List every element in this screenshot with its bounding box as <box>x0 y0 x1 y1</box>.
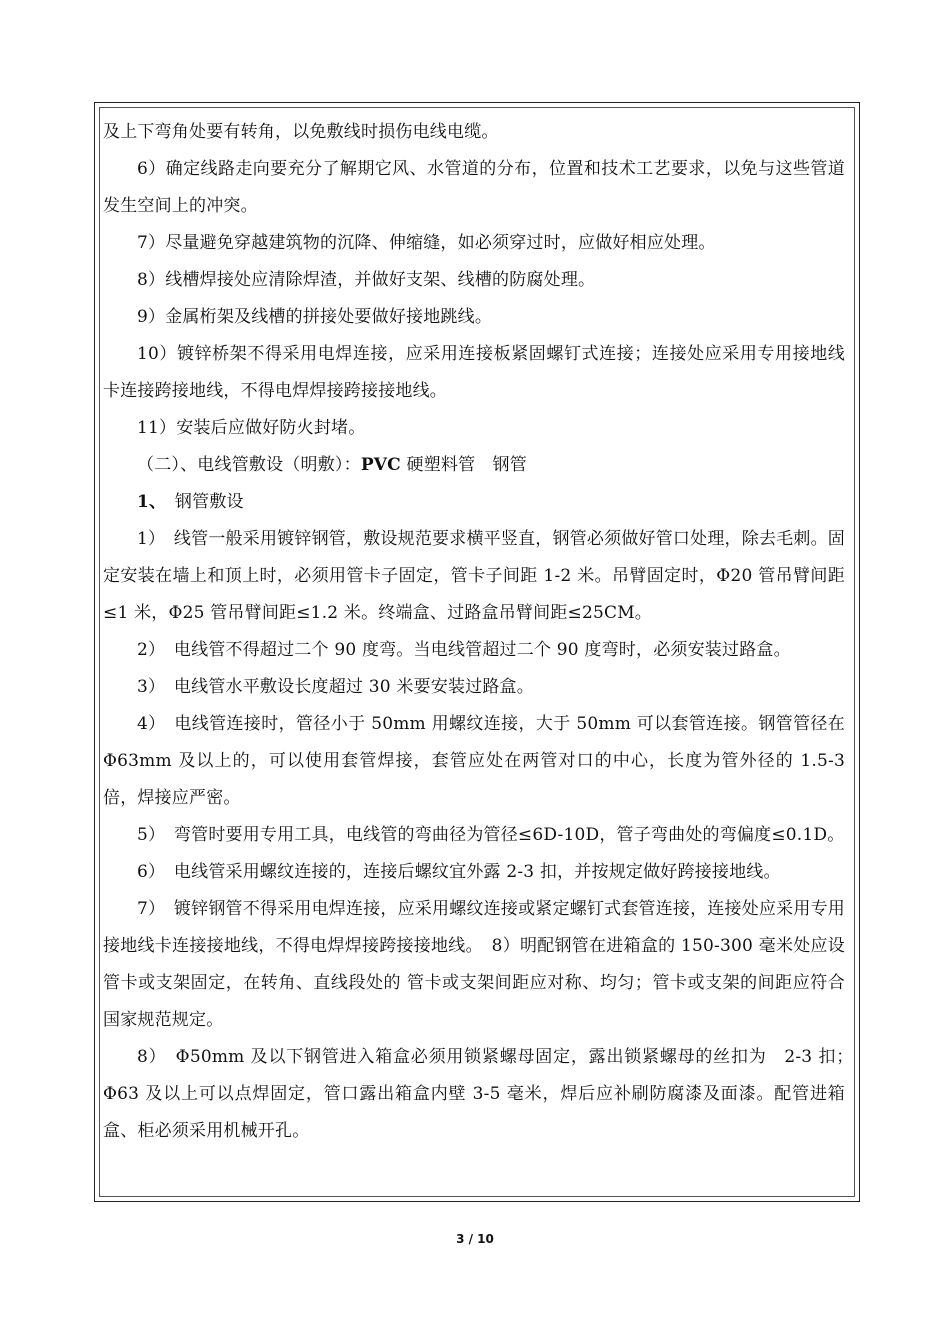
paragraph: 10）镀锌桥架不得采用电焊连接，应采用连接板紧固螺钉式连接；连接处应采用专用接地线卡连接跨接地线，不得电焊焊接跨接接地线。 <box>103 344 845 401</box>
sub-heading-number: 1、 <box>137 492 158 512</box>
section-heading <box>103 447 845 484</box>
paragraph: 8）线槽焊接处应清除焊渣，并做好支架、线槽的防腐处理。 <box>137 270 596 290</box>
list-item: 6） 电线管采用螺纹连接的，连接后螺纹宜外露 2-3 扣，并按规定做好跨接接地线。 <box>137 862 781 882</box>
paragraph: 7）尽量避免穿越建筑物的沉降、伸缩缝，如必须穿过时，应做好相应处理。 <box>137 233 716 253</box>
section-heading-bold: PVC <box>360 455 401 475</box>
list-item: 1） 线管一般采用镀锌钢管，敷设规范要求横平竖直，钢管必须做好管口处理，除去毛刺。固定安装在墙上和顶上时，必须用管卡子固定，管卡子间距 1-2 米。吊臂固定时，Φ20 管吊臂间距≤1 米，Φ25 管吊臂间距≤1.2 米。终端盒、过路盒吊臂间距≤25CM。 <box>103 529 845 623</box>
list-item: 4） 电线管连接时，管径小于 50mm 用螺纹连接，大于 50mm 可以套管连接。钢管管径在Φ63mm 及以上的，可以使用套管焊接，套管应处在两管对口的中心，长度为管外径的 1.5-3 倍，焊接应严密。 <box>103 714 845 808</box>
sub-heading <box>103 484 845 521</box>
list-item: 8） Φ50mm 及以下钢管进入箱盒必须用锁紧螺母固定，露出锁紧螺母的丝扣为 2-3 扣； Φ63 及以上可以点焊固定，管口露出箱盒内壁 3-5 毫米，焊后应补刷防腐漆及面漆。配管进箱盒、柜必须采用机械开孔。 <box>103 1047 863 1141</box>
list-item: 2） 电线管不得超过二个 90 度弯。当电线管超过二个 90 度弯时，必须安装过路盒。 <box>137 640 791 660</box>
paragraph: 11）安装后应做好防火封堵。 <box>137 418 366 438</box>
section-heading-prefix: （二）、电线管敷设（明敷）： <box>137 455 361 475</box>
page-number: 3 / 10 <box>456 1232 494 1246</box>
sub-heading-text: 钢管敷设 <box>157 492 244 512</box>
document-body <box>103 114 863 1150</box>
paragraph: 及上下弯角处要有转角，以免敷线时损伤电线电缆。 <box>103 122 499 142</box>
paragraph: 6）确定线路走向要充分了解期它风、水管道的分布，位置和技术工艺要求，以免与这些管道发生空间上的冲突。 <box>103 159 845 216</box>
list-item: 5） 弯管时要用专用工具，电线管的弯曲径为管径≤6D-10D，管子弯曲处的弯偏度≤0.1D。 <box>137 825 845 845</box>
list-item: 7） 镀锌钢管不得采用电焊连接，应采用螺纹连接或紧定螺钉式套管连接，连接处应采用专用接地线卡连接接地线，不得电焊焊接跨接接地线。 8）明配钢管在进箱盒的 150-300 毫米处应设管卡或支架固定，在转角、直线段处的 管卡或支架间距应对称、均匀；管卡或支架的间距应符合国家规范规定。 <box>103 899 845 1030</box>
paragraph: 9）金属桁架及线槽的拼接处要做好接地跳线。 <box>137 307 493 327</box>
section-heading-suffix: 硬塑料管 钢管 <box>400 455 527 475</box>
list-item: 3） 电线管水平敷设长度超过 30 米要安装过路盒。 <box>137 677 534 697</box>
